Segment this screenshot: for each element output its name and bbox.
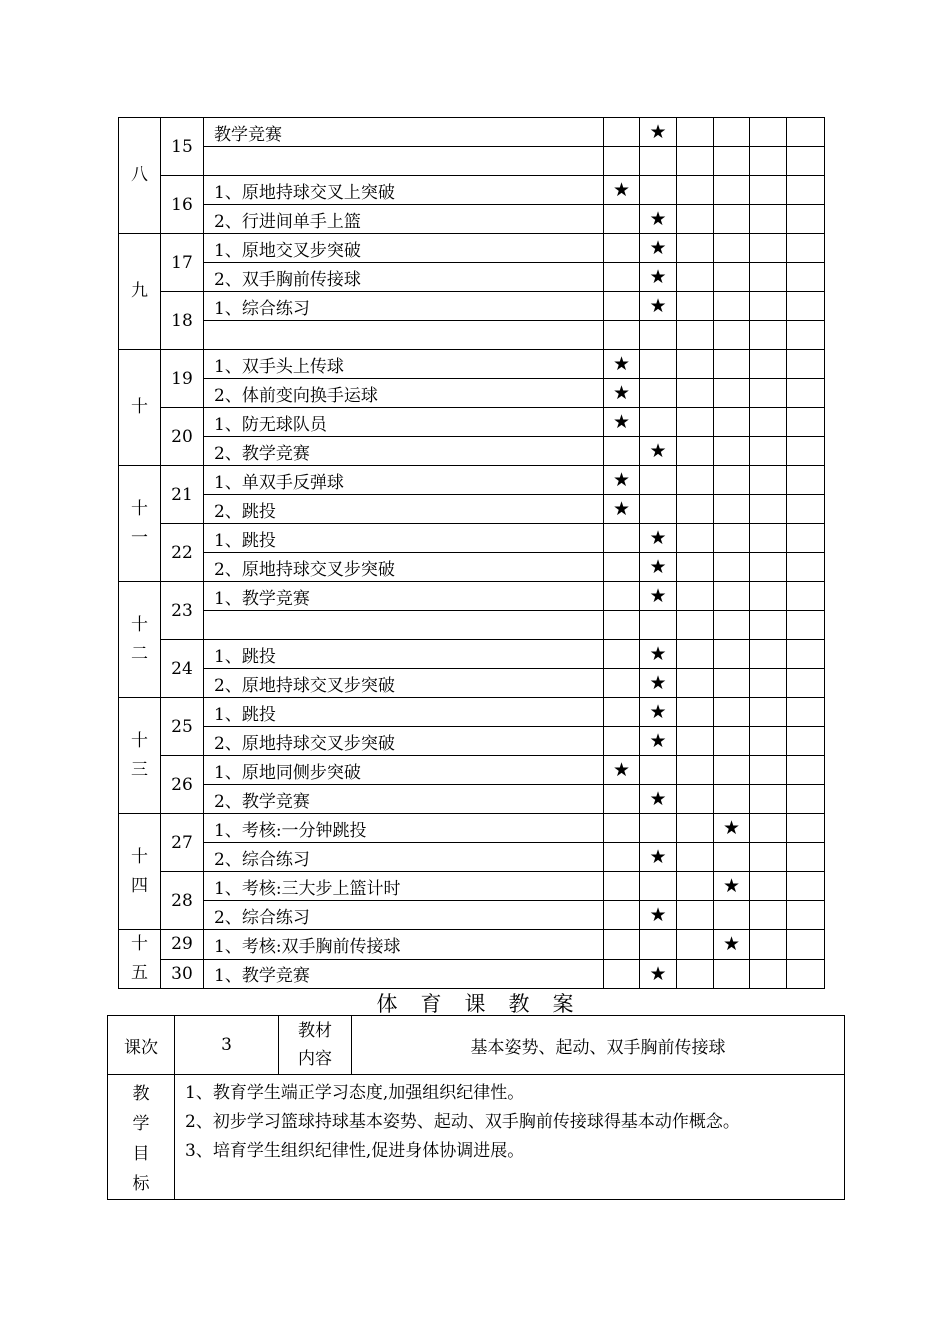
- week-label: 八: [119, 118, 161, 234]
- mark-cell: [714, 495, 750, 524]
- mark-cell: [714, 843, 750, 872]
- mark-cell: [640, 495, 677, 524]
- mark-cell: [677, 176, 714, 205]
- plan-title: [0, 988, 950, 1018]
- mark-cell: [640, 321, 677, 350]
- mark-cell: [787, 495, 825, 524]
- schedule-row: [119, 292, 825, 321]
- lesson-content: 1、跳投: [204, 640, 604, 669]
- schedule-row: [119, 466, 825, 495]
- mark-cell: [750, 843, 787, 872]
- mark-cell: [787, 930, 825, 960]
- mark-cell: [714, 147, 750, 176]
- lesson-content: 1、原地同侧步突破: [204, 756, 604, 785]
- mark-cell: [677, 292, 714, 321]
- mark-cell: [787, 582, 825, 611]
- mark-cell: [750, 466, 787, 495]
- mark-cell: [714, 611, 750, 640]
- mark-cell: [677, 959, 714, 989]
- material-value: 基本姿势、起动、双手胸前传接球: [352, 1016, 845, 1075]
- mark-cell: [677, 727, 714, 756]
- schedule-row: [119, 495, 825, 524]
- star-mark-icon: ★: [640, 901, 677, 930]
- title-char: 体: [376, 992, 398, 1016]
- mark-cell: [714, 321, 750, 350]
- mark-cell: [750, 669, 787, 698]
- mark-cell: [677, 582, 714, 611]
- mark-cell: [787, 437, 825, 466]
- mark-cell: [750, 118, 787, 147]
- mark-cell: [677, 785, 714, 814]
- mark-cell: [787, 640, 825, 669]
- mark-cell: [677, 263, 714, 292]
- schedule-table: [118, 117, 825, 989]
- mark-cell: [750, 147, 787, 176]
- lesson-number: 30: [161, 959, 204, 989]
- mark-cell: [604, 698, 640, 727]
- mark-cell: [604, 901, 640, 930]
- mark-cell: [677, 437, 714, 466]
- mark-cell: [714, 263, 750, 292]
- mark-cell: [677, 640, 714, 669]
- mark-cell: [677, 611, 714, 640]
- star-mark-icon: ★: [640, 785, 677, 814]
- mark-cell: [714, 640, 750, 669]
- mark-cell: [640, 350, 677, 379]
- lesson-number: 29: [161, 930, 204, 960]
- schedule-row: [119, 930, 825, 960]
- mark-cell: [714, 205, 750, 234]
- mark-cell: [640, 176, 677, 205]
- schedule-row: [119, 437, 825, 466]
- mark-cell: [750, 176, 787, 205]
- goals-label: 教 学 目 标: [108, 1075, 175, 1200]
- lesson-number: 17: [161, 234, 204, 292]
- mark-cell: [750, 495, 787, 524]
- schedule-row: [119, 379, 825, 408]
- title-char: 育: [420, 992, 442, 1016]
- mark-cell: [677, 901, 714, 930]
- mark-cell: [714, 524, 750, 553]
- lesson-label: 课次: [108, 1016, 175, 1075]
- lesson-number: 22: [161, 524, 204, 582]
- mark-cell: [787, 408, 825, 437]
- mark-cell: [750, 205, 787, 234]
- lesson-number: 19: [161, 350, 204, 408]
- mark-cell: [714, 408, 750, 437]
- lesson-number: 16: [161, 176, 204, 234]
- lesson-content: 2、教学竞赛: [204, 785, 604, 814]
- mark-cell: [640, 756, 677, 785]
- star-mark-icon: ★: [640, 524, 677, 553]
- star-mark-icon: ★: [604, 756, 640, 785]
- schedule-body: [119, 118, 825, 989]
- lesson-content: 1、考核:一分钟跳投: [204, 814, 604, 843]
- mark-cell: [787, 553, 825, 582]
- week-label: 十 五: [119, 930, 161, 989]
- mark-cell: [604, 582, 640, 611]
- lesson-content: 2、教学竞赛: [204, 437, 604, 466]
- lesson-content: 2、双手胸前传接球: [204, 263, 604, 292]
- schedule-row: [119, 147, 825, 176]
- mark-cell: [787, 959, 825, 989]
- mark-cell: [750, 640, 787, 669]
- mark-cell: [750, 582, 787, 611]
- mark-cell: [750, 698, 787, 727]
- mark-cell: [750, 408, 787, 437]
- mark-cell: [714, 698, 750, 727]
- mark-cell: [677, 756, 714, 785]
- star-mark-icon: ★: [640, 669, 677, 698]
- lesson-content: 2、体前变向换手运球: [204, 379, 604, 408]
- lesson-content: 1、综合练习: [204, 292, 604, 321]
- mark-cell: [787, 727, 825, 756]
- mark-cell: [750, 756, 787, 785]
- mark-cell: [677, 408, 714, 437]
- mark-cell: [714, 379, 750, 408]
- goal-item: 2、初步学习篮球持球基本姿势、起动、双手胸前传接球得基本动作概念。: [185, 1112, 740, 1132]
- lesson-content: 1、教学竞赛: [204, 959, 604, 989]
- mark-cell: [787, 669, 825, 698]
- schedule-row: [119, 727, 825, 756]
- mark-cell: [604, 437, 640, 466]
- lesson-content: 1、跳投: [204, 524, 604, 553]
- mark-cell: [787, 176, 825, 205]
- schedule-row: [119, 814, 825, 843]
- lesson-number: 18: [161, 292, 204, 350]
- mark-cell: [640, 147, 677, 176]
- mark-cell: [677, 553, 714, 582]
- mark-cell: [677, 843, 714, 872]
- mark-cell: [750, 553, 787, 582]
- star-mark-icon: ★: [640, 640, 677, 669]
- schedule-row: [119, 176, 825, 205]
- mark-cell: [787, 263, 825, 292]
- mark-cell: [750, 930, 787, 960]
- star-mark-icon: ★: [714, 814, 750, 843]
- mark-cell: [714, 756, 750, 785]
- star-mark-icon: ★: [640, 118, 677, 147]
- schedule-row: [119, 640, 825, 669]
- mark-cell: [750, 379, 787, 408]
- title-char: 课: [464, 992, 486, 1016]
- lesson-content: 2、原地持球交叉步突破: [204, 727, 604, 756]
- lesson-content: 2、综合练习: [204, 843, 604, 872]
- mark-cell: [750, 872, 787, 901]
- week-label: 十: [119, 350, 161, 466]
- star-mark-icon: ★: [604, 408, 640, 437]
- schedule-row: [119, 669, 825, 698]
- lesson-content: 1、原地持球交叉上突破: [204, 176, 604, 205]
- star-mark-icon: ★: [640, 698, 677, 727]
- star-mark-icon: ★: [604, 466, 640, 495]
- star-mark-icon: ★: [640, 292, 677, 321]
- mark-cell: [677, 466, 714, 495]
- title-char: 案: [552, 992, 574, 1016]
- mark-cell: [787, 234, 825, 263]
- mark-cell: [604, 727, 640, 756]
- mark-cell: [787, 756, 825, 785]
- lesson-content: 1、单双手反弹球: [204, 466, 604, 495]
- mark-cell: [750, 524, 787, 553]
- mark-cell: [750, 263, 787, 292]
- mark-cell: [604, 524, 640, 553]
- schedule-row: [119, 785, 825, 814]
- schedule-row: [119, 959, 825, 989]
- schedule-row: [119, 524, 825, 553]
- mark-cell: [677, 379, 714, 408]
- mark-cell: [714, 669, 750, 698]
- star-mark-icon: ★: [640, 959, 677, 989]
- mark-cell: [714, 959, 750, 989]
- lesson-content: 1、防无球队员: [204, 408, 604, 437]
- lesson-plan-table: [107, 1015, 845, 1200]
- schedule-row: [119, 698, 825, 727]
- mark-cell: [604, 147, 640, 176]
- mark-cell: [714, 292, 750, 321]
- lesson-number: 15: [161, 118, 204, 176]
- star-mark-icon: ★: [640, 843, 677, 872]
- lesson-number: 23: [161, 582, 204, 640]
- mark-cell: [714, 234, 750, 263]
- mark-cell: [714, 582, 750, 611]
- star-mark-icon: ★: [640, 553, 677, 582]
- mark-cell: [677, 234, 714, 263]
- mark-cell: [787, 611, 825, 640]
- schedule-row: [119, 901, 825, 930]
- star-mark-icon: ★: [640, 437, 677, 466]
- mark-cell: [750, 437, 787, 466]
- mark-cell: [677, 669, 714, 698]
- schedule-row: [119, 756, 825, 785]
- star-mark-icon: ★: [604, 350, 640, 379]
- lesson-content: 1、考核:三大步上篮计时: [204, 872, 604, 901]
- mark-cell: [787, 321, 825, 350]
- mark-cell: [677, 495, 714, 524]
- schedule-row: [119, 205, 825, 234]
- mark-cell: [787, 814, 825, 843]
- schedule-row: [119, 234, 825, 263]
- schedule-row: [119, 118, 825, 147]
- mark-cell: [604, 321, 640, 350]
- title-char: 教: [508, 992, 530, 1016]
- mark-cell: [604, 263, 640, 292]
- lesson-number: 21: [161, 466, 204, 524]
- schedule-row: [119, 843, 825, 872]
- week-label: 十 二: [119, 582, 161, 698]
- lesson-content: 1、原地交叉步突破: [204, 234, 604, 263]
- mark-cell: [604, 930, 640, 960]
- lesson-content: 2、行进间单手上篮: [204, 205, 604, 234]
- star-mark-icon: ★: [640, 727, 677, 756]
- star-mark-icon: ★: [604, 379, 640, 408]
- lesson-content: [204, 147, 604, 176]
- week-label: 十 一: [119, 466, 161, 582]
- lesson-number: 26: [161, 756, 204, 814]
- mark-cell: [677, 118, 714, 147]
- mark-cell: [604, 118, 640, 147]
- schedule-row: [119, 611, 825, 640]
- mark-cell: [677, 350, 714, 379]
- schedule-row: [119, 872, 825, 901]
- mark-cell: [604, 959, 640, 989]
- mark-cell: [787, 379, 825, 408]
- mark-cell: [604, 785, 640, 814]
- mark-cell: [604, 669, 640, 698]
- schedule-row: [119, 350, 825, 379]
- mark-cell: [677, 524, 714, 553]
- mark-cell: [787, 118, 825, 147]
- mark-cell: [750, 901, 787, 930]
- mark-cell: [787, 901, 825, 930]
- mark-cell: [787, 698, 825, 727]
- mark-cell: [787, 147, 825, 176]
- schedule-row: [119, 263, 825, 292]
- mark-cell: [604, 872, 640, 901]
- lesson-number: 24: [161, 640, 204, 698]
- schedule-row: [119, 553, 825, 582]
- lesson-content: [204, 321, 604, 350]
- goal-item: 3、培育学生组织纪律性,促进身体协调进展。: [185, 1141, 525, 1161]
- mark-cell: [640, 611, 677, 640]
- mark-cell: [604, 234, 640, 263]
- mark-cell: [787, 292, 825, 321]
- star-mark-icon: ★: [640, 205, 677, 234]
- mark-cell: [787, 785, 825, 814]
- lesson-content: 1、跳投: [204, 698, 604, 727]
- mark-cell: [714, 466, 750, 495]
- mark-cell: [677, 205, 714, 234]
- mark-cell: [604, 814, 640, 843]
- mark-cell: [750, 321, 787, 350]
- lesson-content: 1、考核:双手胸前传接球: [204, 930, 604, 960]
- lesson-content: 1、双手头上传球: [204, 350, 604, 379]
- mark-cell: [714, 901, 750, 930]
- mark-cell: [677, 698, 714, 727]
- week-label: 十 四: [119, 814, 161, 930]
- mark-cell: [640, 930, 677, 960]
- goal-item: 1、教育学生端正学习态度,加强组织纪律性。: [185, 1083, 525, 1103]
- mark-cell: [787, 872, 825, 901]
- star-mark-icon: ★: [640, 234, 677, 263]
- mark-cell: [640, 872, 677, 901]
- mark-cell: [677, 814, 714, 843]
- mark-cell: [750, 959, 787, 989]
- star-mark-icon: ★: [714, 872, 750, 901]
- lesson-content: [204, 611, 604, 640]
- lesson-content: 2、原地持球交叉步突破: [204, 553, 604, 582]
- mark-cell: [640, 814, 677, 843]
- lesson-content: 教学竞赛: [204, 118, 604, 147]
- mark-cell: [604, 292, 640, 321]
- lesson-number: 25: [161, 698, 204, 756]
- mark-cell: [640, 379, 677, 408]
- lesson-number: 20: [161, 408, 204, 466]
- week-label: 十 三: [119, 698, 161, 814]
- mark-cell: [604, 611, 640, 640]
- schedule-row: [119, 321, 825, 350]
- mark-cell: [604, 640, 640, 669]
- mark-cell: [677, 321, 714, 350]
- mark-cell: [750, 727, 787, 756]
- mark-cell: [750, 814, 787, 843]
- star-mark-icon: ★: [714, 930, 750, 960]
- mark-cell: [604, 843, 640, 872]
- star-mark-icon: ★: [640, 263, 677, 292]
- mark-cell: [714, 176, 750, 205]
- star-mark-icon: ★: [604, 495, 640, 524]
- goals-list: [175, 1075, 845, 1200]
- mark-cell: [787, 524, 825, 553]
- mark-cell: [750, 234, 787, 263]
- week-label: 九: [119, 234, 161, 350]
- mark-cell: [714, 118, 750, 147]
- mark-cell: [604, 205, 640, 234]
- mark-cell: [714, 553, 750, 582]
- mark-cell: [714, 437, 750, 466]
- lesson-content: 2、综合练习: [204, 901, 604, 930]
- mark-cell: [787, 350, 825, 379]
- star-mark-icon: ★: [640, 582, 677, 611]
- mark-cell: [677, 930, 714, 960]
- mark-cell: [714, 727, 750, 756]
- mark-cell: [787, 843, 825, 872]
- mark-cell: [750, 611, 787, 640]
- mark-cell: [640, 408, 677, 437]
- schedule-row: [119, 408, 825, 437]
- mark-cell: [787, 466, 825, 495]
- mark-cell: [714, 785, 750, 814]
- lesson-number: 28: [161, 872, 204, 930]
- mark-cell: [750, 785, 787, 814]
- mark-cell: [787, 205, 825, 234]
- mark-cell: [750, 292, 787, 321]
- lesson-value: 3: [175, 1016, 279, 1075]
- mark-cell: [714, 350, 750, 379]
- lesson-content: 2、跳投: [204, 495, 604, 524]
- mark-cell: [640, 466, 677, 495]
- material-label: 教材 内容: [279, 1016, 352, 1075]
- star-mark-icon: ★: [604, 176, 640, 205]
- lesson-content: 2、原地持球交叉步突破: [204, 669, 604, 698]
- mark-cell: [677, 147, 714, 176]
- mark-cell: [677, 872, 714, 901]
- schedule-row: [119, 582, 825, 611]
- lesson-content: 1、教学竞赛: [204, 582, 604, 611]
- lesson-number: 27: [161, 814, 204, 872]
- mark-cell: [604, 553, 640, 582]
- mark-cell: [750, 350, 787, 379]
